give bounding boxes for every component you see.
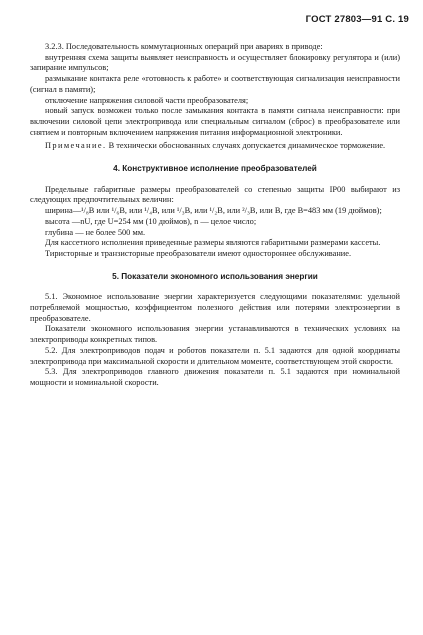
note-label: Примечание. <box>45 141 107 151</box>
section-5-paragraph: 5.2. Для электроприводов подач и роботов показатели п. 5.1 задаются для одной координаты электропривода при максимальной скорости и длительном моменте, соответствующем этой скорости. <box>30 345 400 366</box>
height-values-line: высота —nU, где U=254 мм (10 дюймов), n — целое число; <box>45 216 257 226</box>
section-5-paragraph: Показатели экономного использования энергии устанавливаются в технических условиях на электроприводы конкретных типов. <box>30 324 400 345</box>
note-paragraph <box>30 141 400 152</box>
section-4-title: 4. Конструктивное исполнение преобразователей <box>113 164 317 174</box>
list-item: внутренняя схема защиты выявляет неисправность и осуществляет блокировку регулятора и (или) запирание импульсов; <box>30 52 400 73</box>
section-5-paragraph: 5.3. Для электроприводов главного движения показатели п. 5.1 задаются при номинальной мощности и номинальной скорости. <box>30 367 400 387</box>
document-body <box>30 42 400 389</box>
list-item: отключение напряжения силовой части преобразователя; <box>45 95 249 105</box>
depth-values-line: глубина — не более 500 мм. <box>45 227 146 237</box>
section-4-paragraph: Для кассетного исполнения приведенные размеры являются габаритными размерами кассеты. <box>45 238 381 248</box>
width-values-line: ширина—¹/₈B или ¹/₆B, или ¹/₄B, или ¹/₃B, или ¹/₂B, или ²/₃B, или B, где B=483 мм (19 дюймов); <box>45 206 382 216</box>
section-3-2-3-intro: 3.2.3. Последовательность коммутационных операций при авариях в приводе: <box>45 42 323 51</box>
list-item: размыкание контакта реле «готовность к работе» и соответствующая сигнализация неисправности (сигнал в памяти); <box>30 74 400 94</box>
page-header: ГОСТ 27803—91 С. 19 <box>305 14 409 25</box>
section-5-title: 5. Показатели экономного использования энергии <box>112 271 318 281</box>
note-text: В технически обоснованных случаях допускается динамическое торможение. <box>108 141 386 151</box>
section-4-paragraph: Тиристорные и транзисторные преобразователи имеют одностороннее обслуживание. <box>45 248 352 258</box>
section-4-paragraph: Предельные габаритные размеры преобразователей со степенью защиты IP00 выбирают из следующих предпочтительных величин: <box>30 184 400 205</box>
section-5-paragraph: 5.1. Экономное использование энергии характеризуется следующими показателями: удельной потребляемой мощностью, коэффициентом полезного действия или потерями электроэнергии в преобразователе. <box>30 292 400 323</box>
list-item: новый запуск возможен только после замыкания контакта в памяти сигнала неисправности: при включении силовой цепи электропривода или специальным сигналом (сброс) в преобразователе или снятием и повторным включением напряжения питания информационной электроники. <box>30 106 400 137</box>
